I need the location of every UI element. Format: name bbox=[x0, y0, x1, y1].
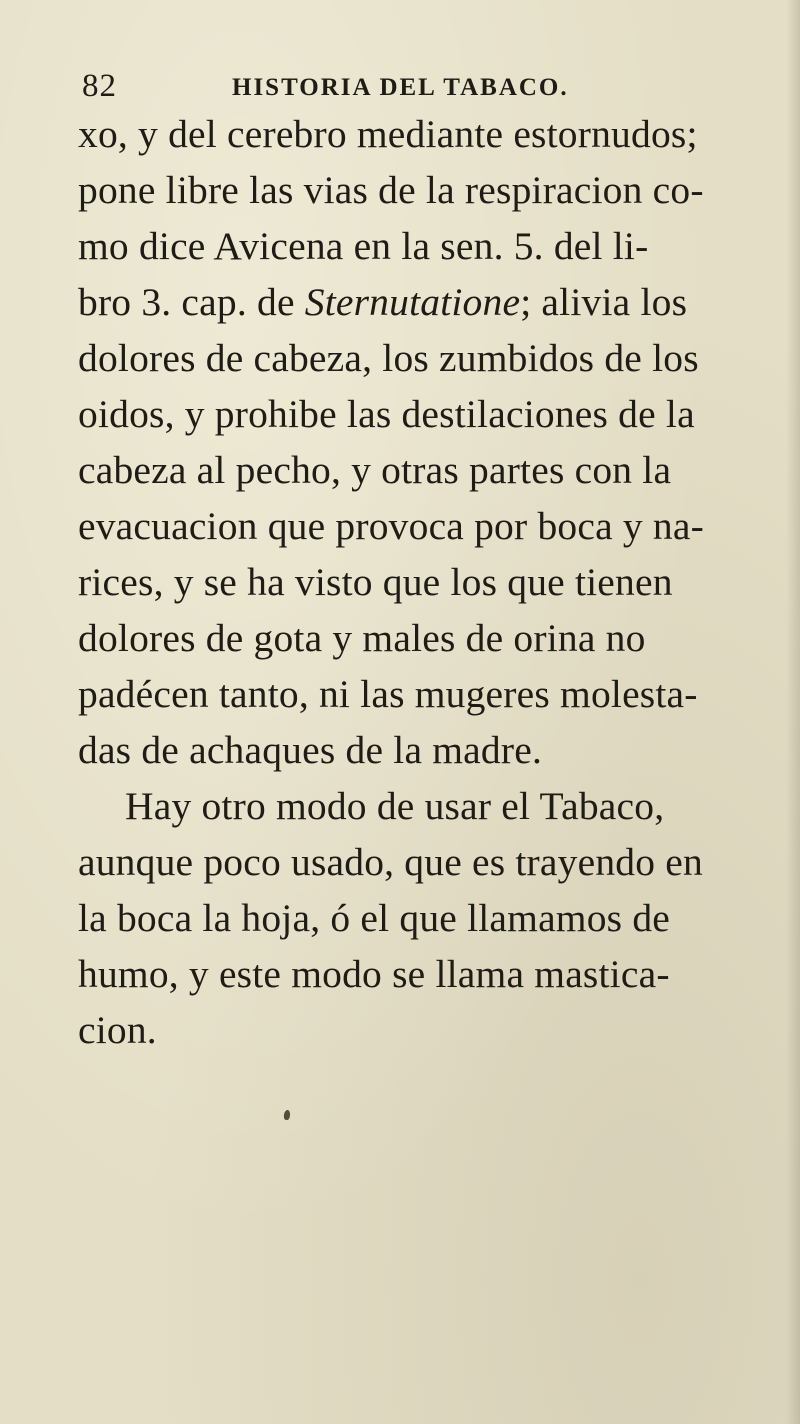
text-line: evacuacion que provoca por boca y na- bbox=[78, 504, 704, 548]
text-line: oidos, y prohibe las destilaciones de la bbox=[78, 392, 695, 436]
text-line: xo, y del cerebro mediante estornudos; bbox=[78, 112, 698, 156]
italic-title: Sternutatione bbox=[304, 280, 521, 324]
page-number: 82 bbox=[82, 68, 117, 104]
page-edge-shadow bbox=[786, 0, 800, 1424]
text-line: dolores de cabeza, los zumbidos de los bbox=[78, 336, 699, 380]
text-line: dolores de gota y males de orina no bbox=[78, 616, 646, 660]
text-line: das de achaques de la madre. bbox=[78, 728, 543, 772]
running-head bbox=[82, 64, 702, 108]
text-line: cabeza al pecho, y otras partes con la bbox=[78, 448, 672, 492]
paragraph-start-line: Hay otro modo de usar el Tabaco, bbox=[125, 784, 665, 828]
text-line: padécen tanto, ni las mugeres molesta- bbox=[78, 672, 698, 716]
text-line: cion. bbox=[78, 1008, 157, 1052]
text-line: mo dice Avicena en la sen. 5. del li- bbox=[78, 224, 649, 268]
text-segment: ; alivia los bbox=[520, 280, 688, 324]
ink-speck bbox=[283, 1110, 290, 1121]
text-line: humo, y este modo se llama mastica- bbox=[78, 952, 670, 996]
text-line bbox=[78, 274, 718, 330]
text-line: la boca la hoja, ó el que llamamos de bbox=[78, 896, 671, 940]
body-text bbox=[78, 106, 718, 1058]
text-line: rices, y se ha visto que los que tienen bbox=[78, 560, 673, 604]
text-line: aunque poco usado, que es trayendo en bbox=[78, 840, 703, 884]
text-line: pone libre las vias de la respiracion co- bbox=[78, 168, 704, 212]
text-segment: bro 3. cap. de bbox=[78, 280, 305, 324]
running-title: HISTORIA DEL TABACO. bbox=[232, 74, 569, 101]
